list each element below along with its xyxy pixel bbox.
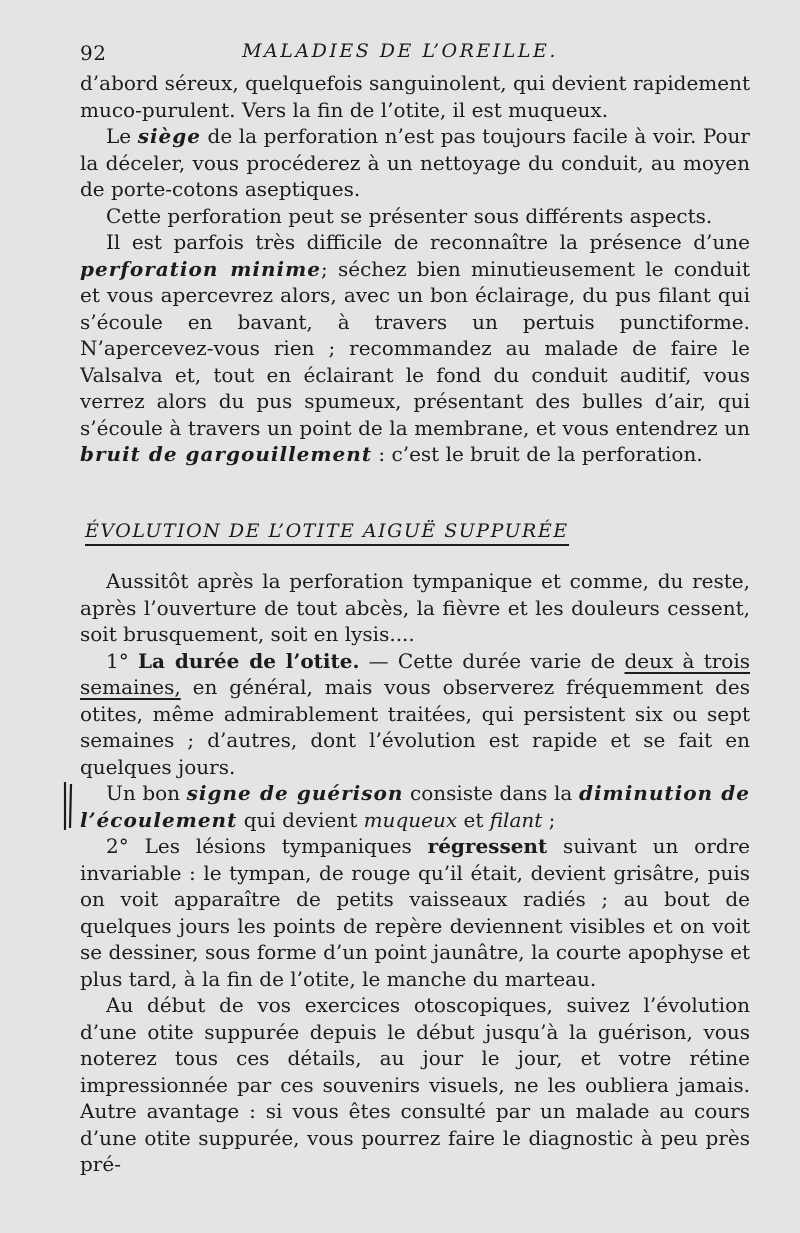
paragraph: Le siège de la perforation n’est pas toujours facile à voir. Pour la déceler, vous procéderez à un nettoyage du conduit, au moyen de porte-cotons aseptiques. [80,124,750,201]
paragraph: Au début de vos exercices otoscopiques, suivez l’évolution d’une otite suppurée depuis le début jusqu’à la guérison, vous noterez tous ces détails, au jour le jour, et votre rétine impressionnée par ces souvenirs visuels, ne les oubliera jamais. Autre avantage : si vous êtes consulté par un malade au cours d’une otite suppurée, vous pourrez faire le diagnostic à peu près pré- [80,993,750,1176]
paragraph: 2° Les lésions tympaniques régressent suivant un ordre invariable : le tympan, de rouge qu’il était, devient grisâtre, puis on voit apparaître de petits vaisseaux radiés ; au bout de quelques jours les points de repère deviennent visibles et on voit se dessiner, sous forme d’un point jaunâtre, la courte apophyse et plus tard, à la fin de l’otite, le manche du marteau. [80,834,750,991]
section-heading: ÉVOLUTION DE L’OTITE AIGUË SUPPURÉE [85,518,569,546]
page-number: 92 [80,41,107,65]
running-title: MALADIES DE L’OREILLE. [242,40,558,62]
text-block-section [80,568,750,1178]
paragraph: Aussitôt après la perforation tympanique et comme, du reste, après l’ouverture de tout abcès, la fièvre et les douleurs cessent, soit brusquement, soit en lysis.... [80,569,750,646]
handwritten-margin-mark [62,780,74,832]
paragraph: 1° La durée de l’otite. — Cette durée varie de deux à trois semaines, en général, mais vous observerez fréquemment des otites, même admirablement traitées, qui persistent six ou sept semaines ; d’autres, dont l’évolution est rapide et se fait en quelques jours. [80,648,751,779]
text-block-top [80,70,750,468]
paragraph: Il est parfois très difficile de reconnaître la présence d’une perforation minime; séchez bien minutieusement le conduit et vous apercevrez alors, avec un bon éclairage, du pus filant qui s’écoule en bavant, à travers un pertuis punctiforme. N’apercevez-vous rien ; recommandez au malade de faire le Valsalva et, tout en éclairant le fond du conduit auditif, vous verrez alors du pus spumeux, présentant des bulles d’air, qui s’écoule à travers un point de la membrane, et vous entendrez un bruit de gargouillement : c’est le bruit de la perforation. [80,230,750,466]
paragraph: Un bon signe de guérison consiste dans la diminution de l’écoulement qui devient muqueux et filant ; [80,781,751,832]
paragraph: Cette perforation peut se présenter sous différents aspects. [106,203,713,228]
paragraph: d’abord séreux, quelquefois sanguinolent, qui devient rapidement muco-purulent. Vers la fin de l’otite, il est muqueux. [80,71,750,122]
